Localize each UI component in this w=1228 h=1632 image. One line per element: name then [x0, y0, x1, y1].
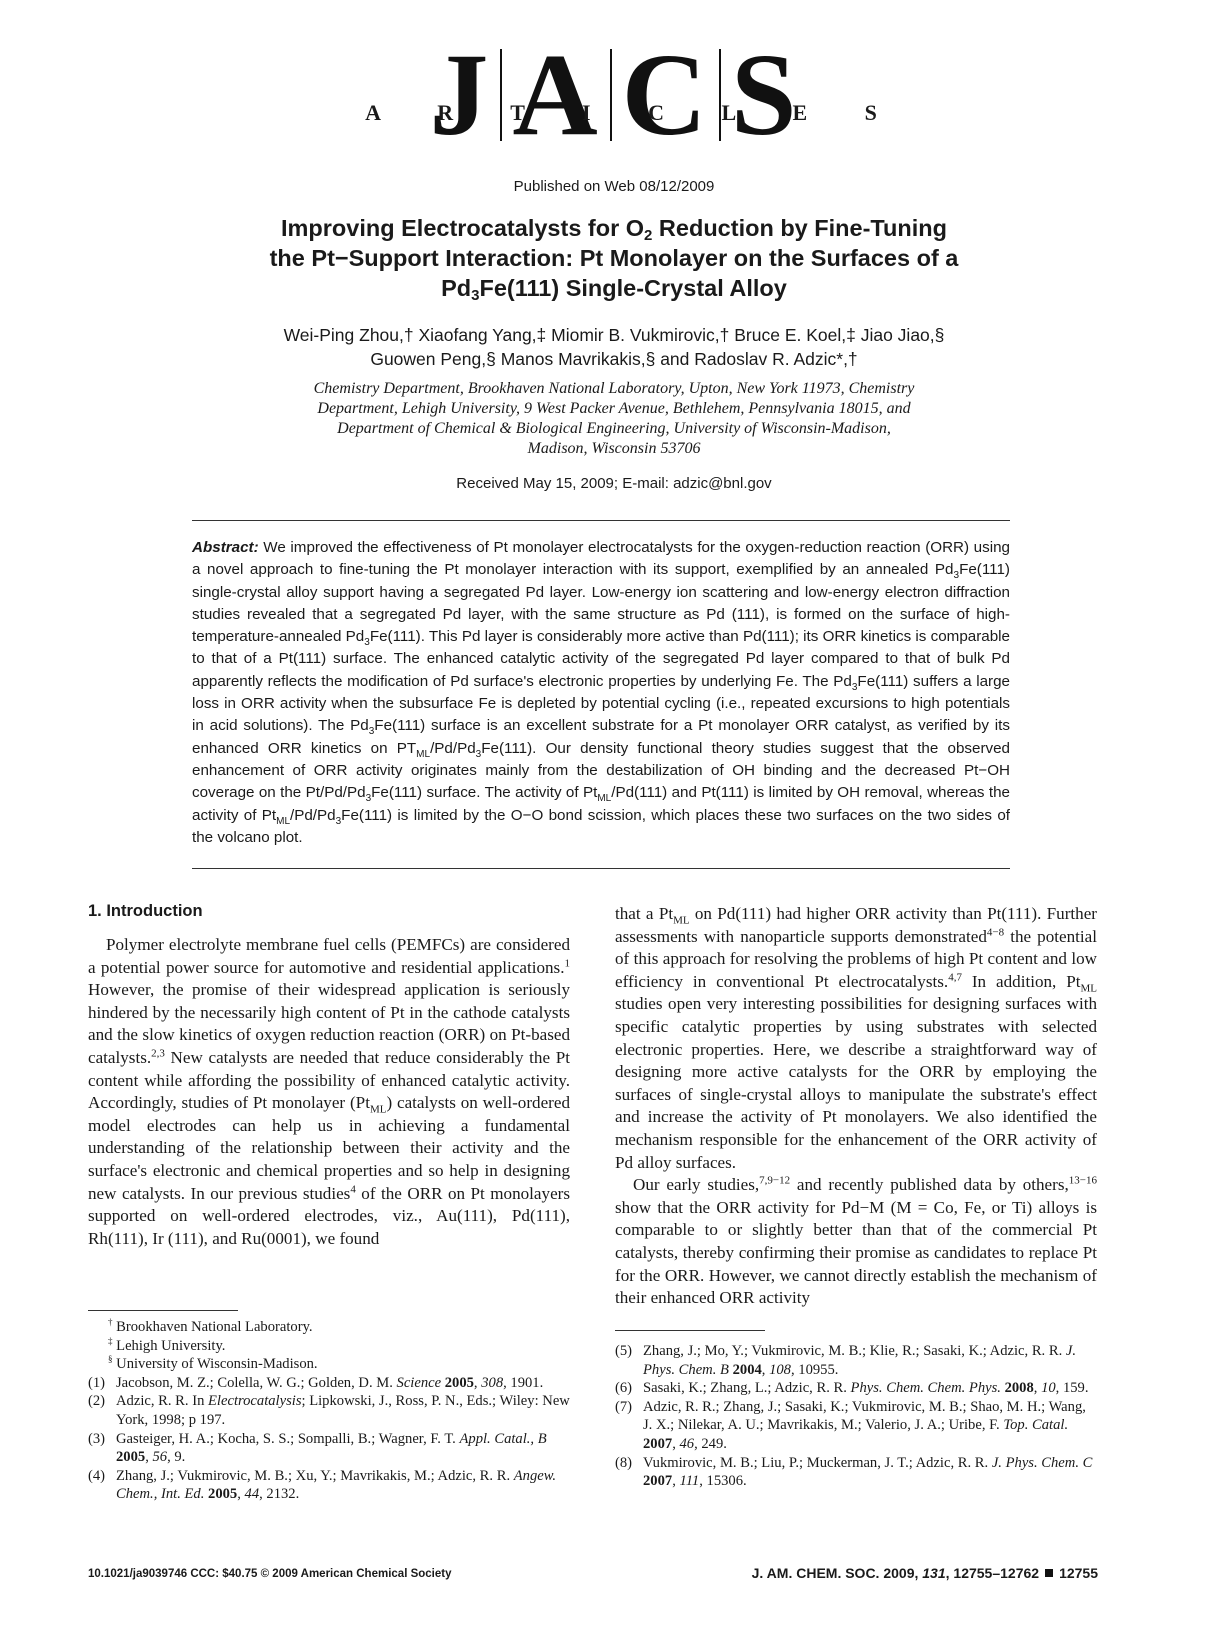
subscript: ML	[1080, 982, 1097, 995]
journal-citation	[752, 1565, 1098, 1581]
reference-item: (6) Sasaki, K.; Zhang, L.; Adzic, R. R. Phys. Chem. Chem. Phys. 2008, 10, 159.	[615, 1380, 1089, 1397]
reference-item	[88, 1392, 570, 1429]
title-text: Improving Electrocatalysts for O	[281, 215, 645, 241]
citation: 4,7	[948, 971, 962, 984]
subscript: 3	[851, 681, 858, 693]
abstract-label: Abstract:	[192, 539, 259, 556]
reference-volume: 108	[769, 1361, 791, 1378]
reference-item: (3) Gasteiger, H. A.; Kocha, S. S.; Sompalli, B.; Wagner, F. T. Appl. Catal., B 2005, 56, 9.	[88, 1430, 547, 1466]
title-text: the Pt−Support Interaction: Pt Monolayer on the Surfaces of a	[269, 245, 959, 271]
reference-journal: Top. Catal.	[1003, 1417, 1069, 1434]
body-text: the potential of this approach for resolving the problems of high Pt content and low efficiency in conventional Pt electrocatalysts.	[615, 926, 1097, 991]
abstract-bottom-rule	[192, 868, 1010, 869]
body-text: show that the ORR activity for Pd−M (M = Co, Fe, or Ti) alloys is comparable to or slightly better than that of the commercial Pt catalysts, thereby confirming their promise as candidates to replace Pt for the ORR. However, we cannot directly establish the mechanism of their enhanced ORR activity	[615, 1197, 1097, 1308]
square-bullet-icon	[1045, 1569, 1053, 1577]
journal-volume: 131	[922, 1565, 946, 1581]
footnote-rule	[615, 1330, 765, 1331]
reference-authors: Vukmirovic, M. B.; Liu, P.; Muckerman, J. T.; Adzic, R. R.	[643, 1454, 992, 1471]
body-text: However, the promise of their widespread application is seriously hindered by the necessarily high content of Pt in the cathode catalysts and the slow kinetics of oxygen reduction reaction (ORR) on Pt-based catalysts.	[88, 980, 570, 1067]
logo-divider	[719, 49, 721, 141]
article-title	[150, 213, 1078, 303]
logo-divider	[500, 49, 502, 141]
abstract-text: Fe(111) is limited by the O−O bond scission, which places these two surfaces on the two sides of the volcano plot.	[192, 806, 1011, 846]
body-text: on Pd(111) had higher ORR activity than Pt(111). Further assessments with nanoparticle supports demonstrated	[615, 904, 1097, 946]
body-text: that a Pt	[615, 904, 674, 923]
abstract-text: /Pd/Pd	[430, 739, 476, 757]
reference-authors: Gasteiger, H. A.; Kocha, S. S.; Sompalli, B.; Wagner, F. T.	[116, 1430, 460, 1447]
author-list	[150, 323, 1078, 371]
abstract-text: Fe(111). This Pd layer is considerably more active than Pd(111); its ORR kinetics is comparable to that of a Pt(111) surface. The enhanced catalytic activity of the segregated Pd layer compared to that of bulk Pd apparently reflects the modification of Pd surface's electronic properties by underlying Fe. The Pd	[192, 628, 1010, 690]
reference-pages: 1901.	[510, 1374, 544, 1391]
subscript: 3	[335, 815, 342, 827]
body-text: studies open very interesting possibilities for designing surfaces with specific catalytic properties by using substrates with selected electronic properties. Here, we describe a straightforward way of designing more active catalysts for the ORR by employing the surfaces of single-crystal alloys to manipulate the substrate's effect and increase the activity of Pt monolayers. We also identified the mechanism responsible for the enhancement of the ORR activity of Pd alloy surfaces.	[615, 994, 1097, 1172]
reference-year: 2005	[444, 1374, 474, 1391]
subscript: 3	[364, 637, 370, 649]
body-column-right	[615, 903, 1097, 1310]
reference-year: 2004	[732, 1361, 762, 1378]
reference-volume: 56	[152, 1449, 168, 1466]
reference-authors: Adzic, R. R.; Zhang, J.; Sasaki, K.; Vukmirovic, M. B.; Shao, M. H.; Wang, J. X.; Nilekar, A. U.; Mavrikakis, M.; Valerio, J. A.; Uribe, F.	[643, 1398, 1086, 1434]
abstract-text: We improved the effectiveness of Pt monolayer electrocatalysts for the oxygen-reduction reaction (ORR) using a novel approach to fine-tuning the Pt monolayer interaction with its support, exemplified by an annealed Pd	[192, 539, 1010, 579]
journal-masthead	[0, 29, 1228, 160]
reference-authors: Adzic, R. R. In	[116, 1393, 209, 1410]
journal-logo	[429, 29, 799, 160]
subscript: 3	[953, 570, 960, 582]
subscript: ML	[416, 748, 431, 760]
abstract-text: Fe(111) single-crystal alloy support having a segregated Pd layer. Low-energy ion scattering and low-energy electron diffraction studies revealed that a segregated Pd layer, with the same structure as Pd (111), is formed on the surface of high-temperature-annealed Pd	[192, 561, 1010, 646]
reference-item: (4) Zhang, J.; Vukmirovic, M. B.; Xu, Y.; Mavrikakis, M.; Adzic, R. R. Angew. Chem., Int. Ed. 2005, 44, 2132.	[88, 1467, 557, 1503]
reference-authors: Zhang, J.; Vukmirovic, M. B.; Xu, Y.; Mavrikakis, M.; Adzic, R. R.	[116, 1467, 514, 1484]
affiliation-line: Madison, Wisconsin 53706	[527, 440, 701, 457]
abstract-text: Fe(111) surface. The activity of Pt	[371, 784, 598, 802]
affiliation-footnote: § University of Wisconsin-Madison.	[108, 1354, 318, 1373]
affiliations	[200, 379, 1028, 459]
subscript: 3	[475, 748, 482, 760]
citation: 4	[350, 1182, 356, 1195]
subscript: ML	[597, 793, 612, 805]
body-text: Polymer electrolyte membrane fuel cells (PEMFCs) are considered a potential power source for automotive and residential applications.	[88, 935, 570, 977]
abstract-text: /Pd/Pd	[290, 806, 336, 824]
affiliation-line: Chemistry Department, Brookhaven National Laboratory, Upton, New York 11973, Chemistry	[313, 380, 915, 397]
reference-authors: Jacobson, M. Z.; Colella, W. G.; Golden, D. M.	[116, 1374, 397, 1391]
footnote-text: University of Wisconsin-Madison.	[116, 1356, 318, 1373]
reference-number: (4)	[88, 1467, 106, 1484]
paragraph	[615, 903, 1097, 1174]
reference-item: (1) Jacobson, M. Z.; Colella, W. G.; Golden, D. M. Science 2005, 308, 1901.	[88, 1374, 544, 1391]
body-column-left	[88, 934, 570, 1250]
journal-name: J. AM. CHEM. SOC. 2009,	[751, 1565, 923, 1581]
paragraph	[615, 1174, 1097, 1310]
author-line: Guowen Peng,§ Manos Mavrikakis,§ and Radoslav R. Adzic*,†	[370, 349, 858, 369]
reference-year: 2007	[643, 1473, 673, 1490]
reference-pages: 249.	[701, 1435, 727, 1452]
body-text: New catalysts are needed that reduce considerably the Pt content while affording the possibility of enhanced catalytic activity. Accordingly, studies of Pt monolayer (Pt	[88, 1047, 570, 1113]
logo-letter: C	[621, 29, 709, 160]
subscript: 3	[365, 793, 372, 805]
doi-copyright: 10.1021/ja9039746 CCC: $40.75 © 2009 American Chemical Society	[88, 1568, 452, 1580]
affiliation-line: Department, Lehigh University, 9 West Packer Avenue, Bethlehem, Pennsylvania 18015, and	[317, 400, 911, 417]
footnotes-right	[615, 1342, 1097, 1491]
reference-pages: 15306.	[706, 1473, 747, 1490]
reference-pages: 9.	[174, 1449, 186, 1466]
body-text: Our early studies,	[633, 1175, 760, 1195]
reference-journal: J. Phys. Chem. C	[991, 1454, 1093, 1471]
reference-number: (5)	[615, 1343, 633, 1359]
affiliation-line: Department of Chemical & Biological Engineering, University of Wisconsin-Madison,	[337, 420, 891, 437]
title-text: Pd	[441, 275, 472, 301]
journal-section-label: A R T I C L E S	[365, 100, 903, 125]
abstract-text: Fe(111) surface is an excellent substrate for a Pt monolayer ORR catalyst, as verified by its enhanced ORR kinetics on PT	[192, 717, 1010, 757]
affiliation-footnote: † Brookhaven National Laboratory.	[108, 1317, 313, 1335]
reference-item: (7) Adzic, R. R.; Zhang, J.; Sasaki, K.; Vukmirovic, M. B.; Shao, M. H.; Wang, J. X.; Nilekar, A. U.; Mavrikakis, M.; Valerio, J. A.; Uribe, F. Top. Catal. 2007, 46, 249.	[615, 1398, 1086, 1452]
reference-number: (8)	[615, 1454, 633, 1471]
subscript: 3	[368, 726, 375, 738]
page-number: 12755	[1059, 1565, 1098, 1581]
subscript: ML	[673, 914, 690, 927]
abstract-top-rule	[192, 520, 1010, 521]
title-text: Reduction by Fine-Tuning	[652, 215, 947, 241]
reference-pages: 2132.	[266, 1486, 300, 1503]
reference-number: (7)	[615, 1398, 633, 1415]
reference-details: ; Lipkowski, J., Ross, P. N., Eds.; Wiley: New York, 1998; p 197.	[116, 1393, 570, 1428]
author-line: Wei-Ping Zhou,† Xiaofang Yang,‡ Miomir B. Vukmirovic,† Bruce E. Koel,‡ Jiao Jiao,§	[283, 325, 945, 345]
reference-journal: Science	[396, 1374, 442, 1391]
page-range: , 12755–12762	[945, 1565, 1040, 1581]
citation: 13−16	[1068, 1174, 1097, 1187]
reference-number: (3)	[88, 1430, 106, 1447]
body-text: and recently published data by others,	[790, 1175, 1069, 1195]
received-and-email: Received May 15, 2009; E-mail: adzic@bnl.gov	[456, 475, 772, 492]
citation: 2,3	[151, 1047, 165, 1060]
reference-number: (6)	[615, 1380, 633, 1397]
abstract	[192, 537, 1010, 849]
logo-letter: J	[429, 29, 491, 160]
citation: 4−8	[986, 925, 1005, 938]
footnote-text: Brookhaven National Laboratory.	[116, 1319, 313, 1335]
reference-pages: 10955.	[798, 1361, 839, 1378]
reference-year: 2008	[1004, 1380, 1034, 1397]
subscript: ML	[369, 1103, 387, 1116]
reference-year: 2005	[208, 1486, 238, 1503]
affiliation-footnote: ‡ Lehigh University.	[108, 1335, 226, 1354]
citation: 7,9−12	[759, 1174, 791, 1187]
logo-letter: A	[512, 29, 600, 160]
body-text: ) catalysts on well-ordered model electrodes can help us in achieving a fundamental understanding of the relationship between their activity and the surface's electronic and chemical properties and so help in designing new catalysts. In our previous studies	[88, 1093, 571, 1203]
reference-year: 2005	[116, 1449, 146, 1466]
logo-letter: S	[730, 29, 799, 160]
reference-authors: Zhang, J.; Mo, Y.; Vukmirovic, M. B.; Klie, R.; Sasaki, K.; Adzic, R. R.	[643, 1343, 1066, 1359]
body-text: In addition, Pt	[961, 971, 1081, 991]
footnote-rule	[88, 1310, 238, 1311]
reference-journal: J. Phys. Chem. B	[643, 1343, 1077, 1378]
paragraph	[88, 934, 570, 1250]
reference-number: (2)	[88, 1393, 106, 1410]
title-subscript: 3	[471, 287, 480, 304]
body-text: of the ORR on Pt monolayers supported on well-ordered electrodes, viz., Au(111), Pd(111), Rh(111), Ir (111), and Ru(0001), we found	[88, 1183, 570, 1248]
reference-journal: Appl. Catal., B	[459, 1430, 547, 1447]
reference-item: (8) Vukmirovic, M. B.; Liu, P.; Muckerman, J. T.; Adzic, R. R. J. Phys. Chem. C 2007, 111, 15306.	[615, 1454, 1093, 1490]
reference-volume: 111	[679, 1473, 700, 1490]
title-subscript: 2	[644, 227, 653, 244]
footnote-text: Lehigh University.	[116, 1337, 226, 1354]
abstract-text: Fe(111) suffers a large loss in ORR activity when the subsurface Fe is depleted by potential cycling (i.e., repeated excursions to high potentials in acid solutions). The Pd	[192, 672, 1010, 735]
abstract-text: Fe(111). Our density functional theory studies suggest that the observed enhancement of ORR activity originates mainly from the destabilization of OH binding and the decreased Pt−OH coverage on the Pt/Pd/Pd	[192, 739, 1010, 802]
reference-pages: 159.	[1062, 1380, 1089, 1397]
citation: 1	[564, 956, 570, 969]
publication-date: Published on Web 08/12/2009	[513, 178, 715, 195]
section-heading: 1. Introduction	[88, 902, 203, 920]
reference-volume: 10	[1041, 1380, 1056, 1397]
footnotes-left	[88, 1318, 570, 1504]
logo-divider	[610, 49, 612, 141]
reference-volume: 44	[244, 1486, 260, 1503]
reference-volume: 308	[481, 1374, 504, 1391]
subscript: ML	[276, 815, 291, 827]
reference-journal: Electrocatalysis	[208, 1393, 302, 1410]
reference-journal: Phys. Chem. Chem. Phys.	[850, 1380, 1001, 1397]
reference-authors: Sasaki, K.; Zhang, L.; Adzic, R. R.	[643, 1380, 851, 1397]
reference-volume: 46	[679, 1435, 695, 1452]
title-text: Fe(111) Single-Crystal Alloy	[479, 275, 787, 301]
reference-journal: Angew. Chem., Int. Ed.	[116, 1467, 557, 1503]
reference-item: (5) Zhang, J.; Mo, Y.; Vukmirovic, M. B.; Klie, R.; Sasaki, K.; Adzic, R. R. J. Phys. Chem. B 2004, 108, 10955.	[615, 1343, 1077, 1378]
abstract-text: /Pd(111) and Pt(111) is limited by OH removal, whereas the activity of Pt	[192, 784, 1010, 824]
reference-year: 2007	[643, 1435, 673, 1452]
reference-number: (1)	[88, 1374, 106, 1391]
